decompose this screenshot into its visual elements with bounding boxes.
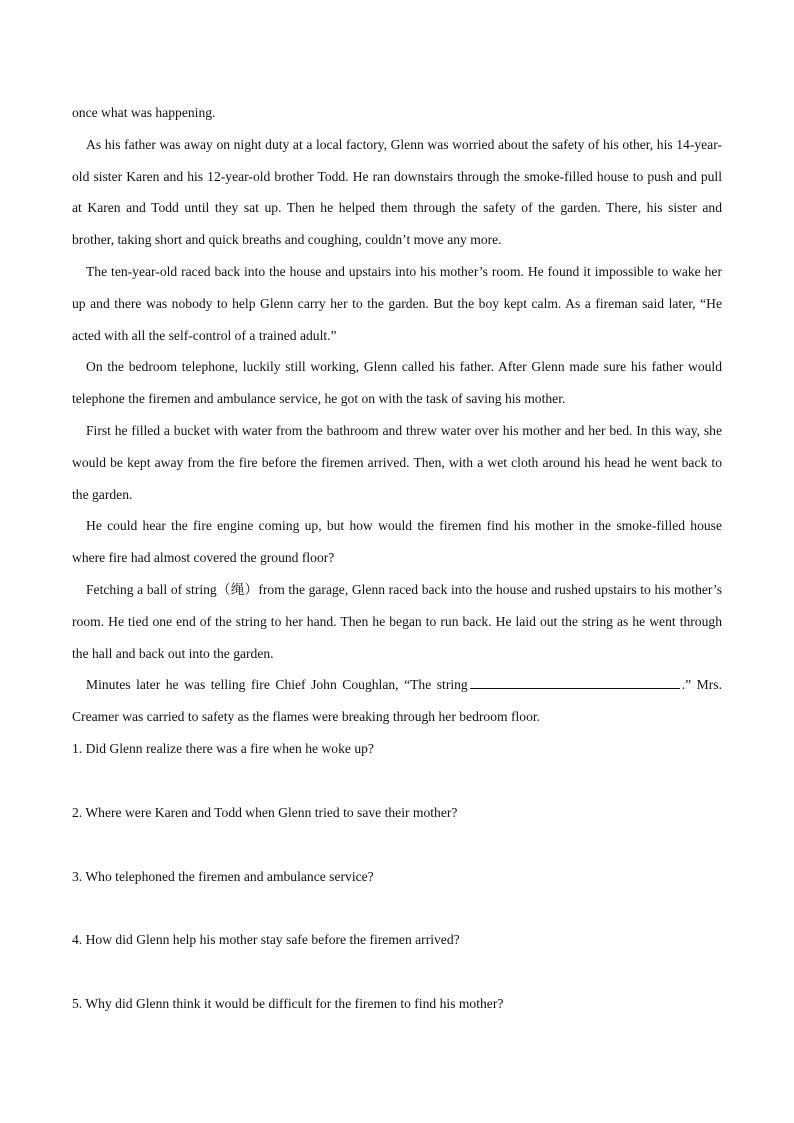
passage-paragraph-0: once what was happening. <box>72 105 216 120</box>
passage-paragraph-1: As his father was away on night duty at a local factory, Glenn was worried about the safety of his other, his 14-year-old sister Karen and his 12-year-old brother Todd. He ran downstairs through the smoke-filled house to push and pull at Karen and Todd until they sat up. Then he helped them through the safety of the garden. There, his sister and brother, taking short and quick breaths and coughing, couldn’t move any more. <box>72 136 722 248</box>
worksheet-page <box>72 97 722 1052</box>
question-2: 2. Where were Karen and Todd when Glenn tried to save their mother? <box>72 804 458 820</box>
question-list <box>72 733 722 1020</box>
passage-paragraph-5: He could hear the fire engine coming up, but how would the firemen find his mother in the smoke-filled house where fire had almost covered the ground floor? <box>72 518 722 566</box>
paragraph-7-start: Minutes later he was telling fire Chief John Coughlan, “The string <box>86 677 468 693</box>
paragraph-7-end: .” Mrs. Creamer was carried to safety as the flames were breaking through her bedroom floor. <box>72 677 722 725</box>
question-5: 5. Why did Glenn think it would be difficult for the firemen to find his mother? <box>72 996 504 1012</box>
question-3: 3. Who telephoned the firemen and ambulance service? <box>72 868 374 884</box>
passage-paragraph-2: The ten-year-old raced back into the house and upstairs into his mother’s room. He found it impossible to wake her up and there was nobody to help Glenn carry her to the garden. But the boy kept calm. As a fireman said later, “He acted with all the self-control of a trained adult.” <box>72 263 722 343</box>
passage-paragraph-3: On the bedroom telephone, luckily still working, Glenn called his father. After Glenn made sure his father would telephone the firemen and ambulance service, he got on with the task of saving his mother. <box>72 359 722 407</box>
passage-paragraph-6: Fetching a ball of string（绳）from the garage, Glenn raced back into the house and rushed upstairs to his mother’s room. He tied one end of the string to her hand. Then he began to run back. He laid out the string as he went through the hall and back out into the garden. <box>72 581 722 661</box>
passage-paragraph-7 <box>72 669 722 733</box>
question-1: 1. Did Glenn realize there was a fire when he woke up? <box>72 740 374 756</box>
answer-blank[interactable] <box>470 676 680 689</box>
passage-paragraph-4: First he filled a bucket with water from the bathroom and threw water over his mother and her bed. In this way, she would be kept away from the fire before the firemen arrived. Then, with a wet cloth around his head he went back to the garden. <box>72 422 722 502</box>
reading-passage <box>72 97 722 733</box>
question-4: 4. How did Glenn help his mother stay safe before the firemen arrived? <box>72 932 460 948</box>
